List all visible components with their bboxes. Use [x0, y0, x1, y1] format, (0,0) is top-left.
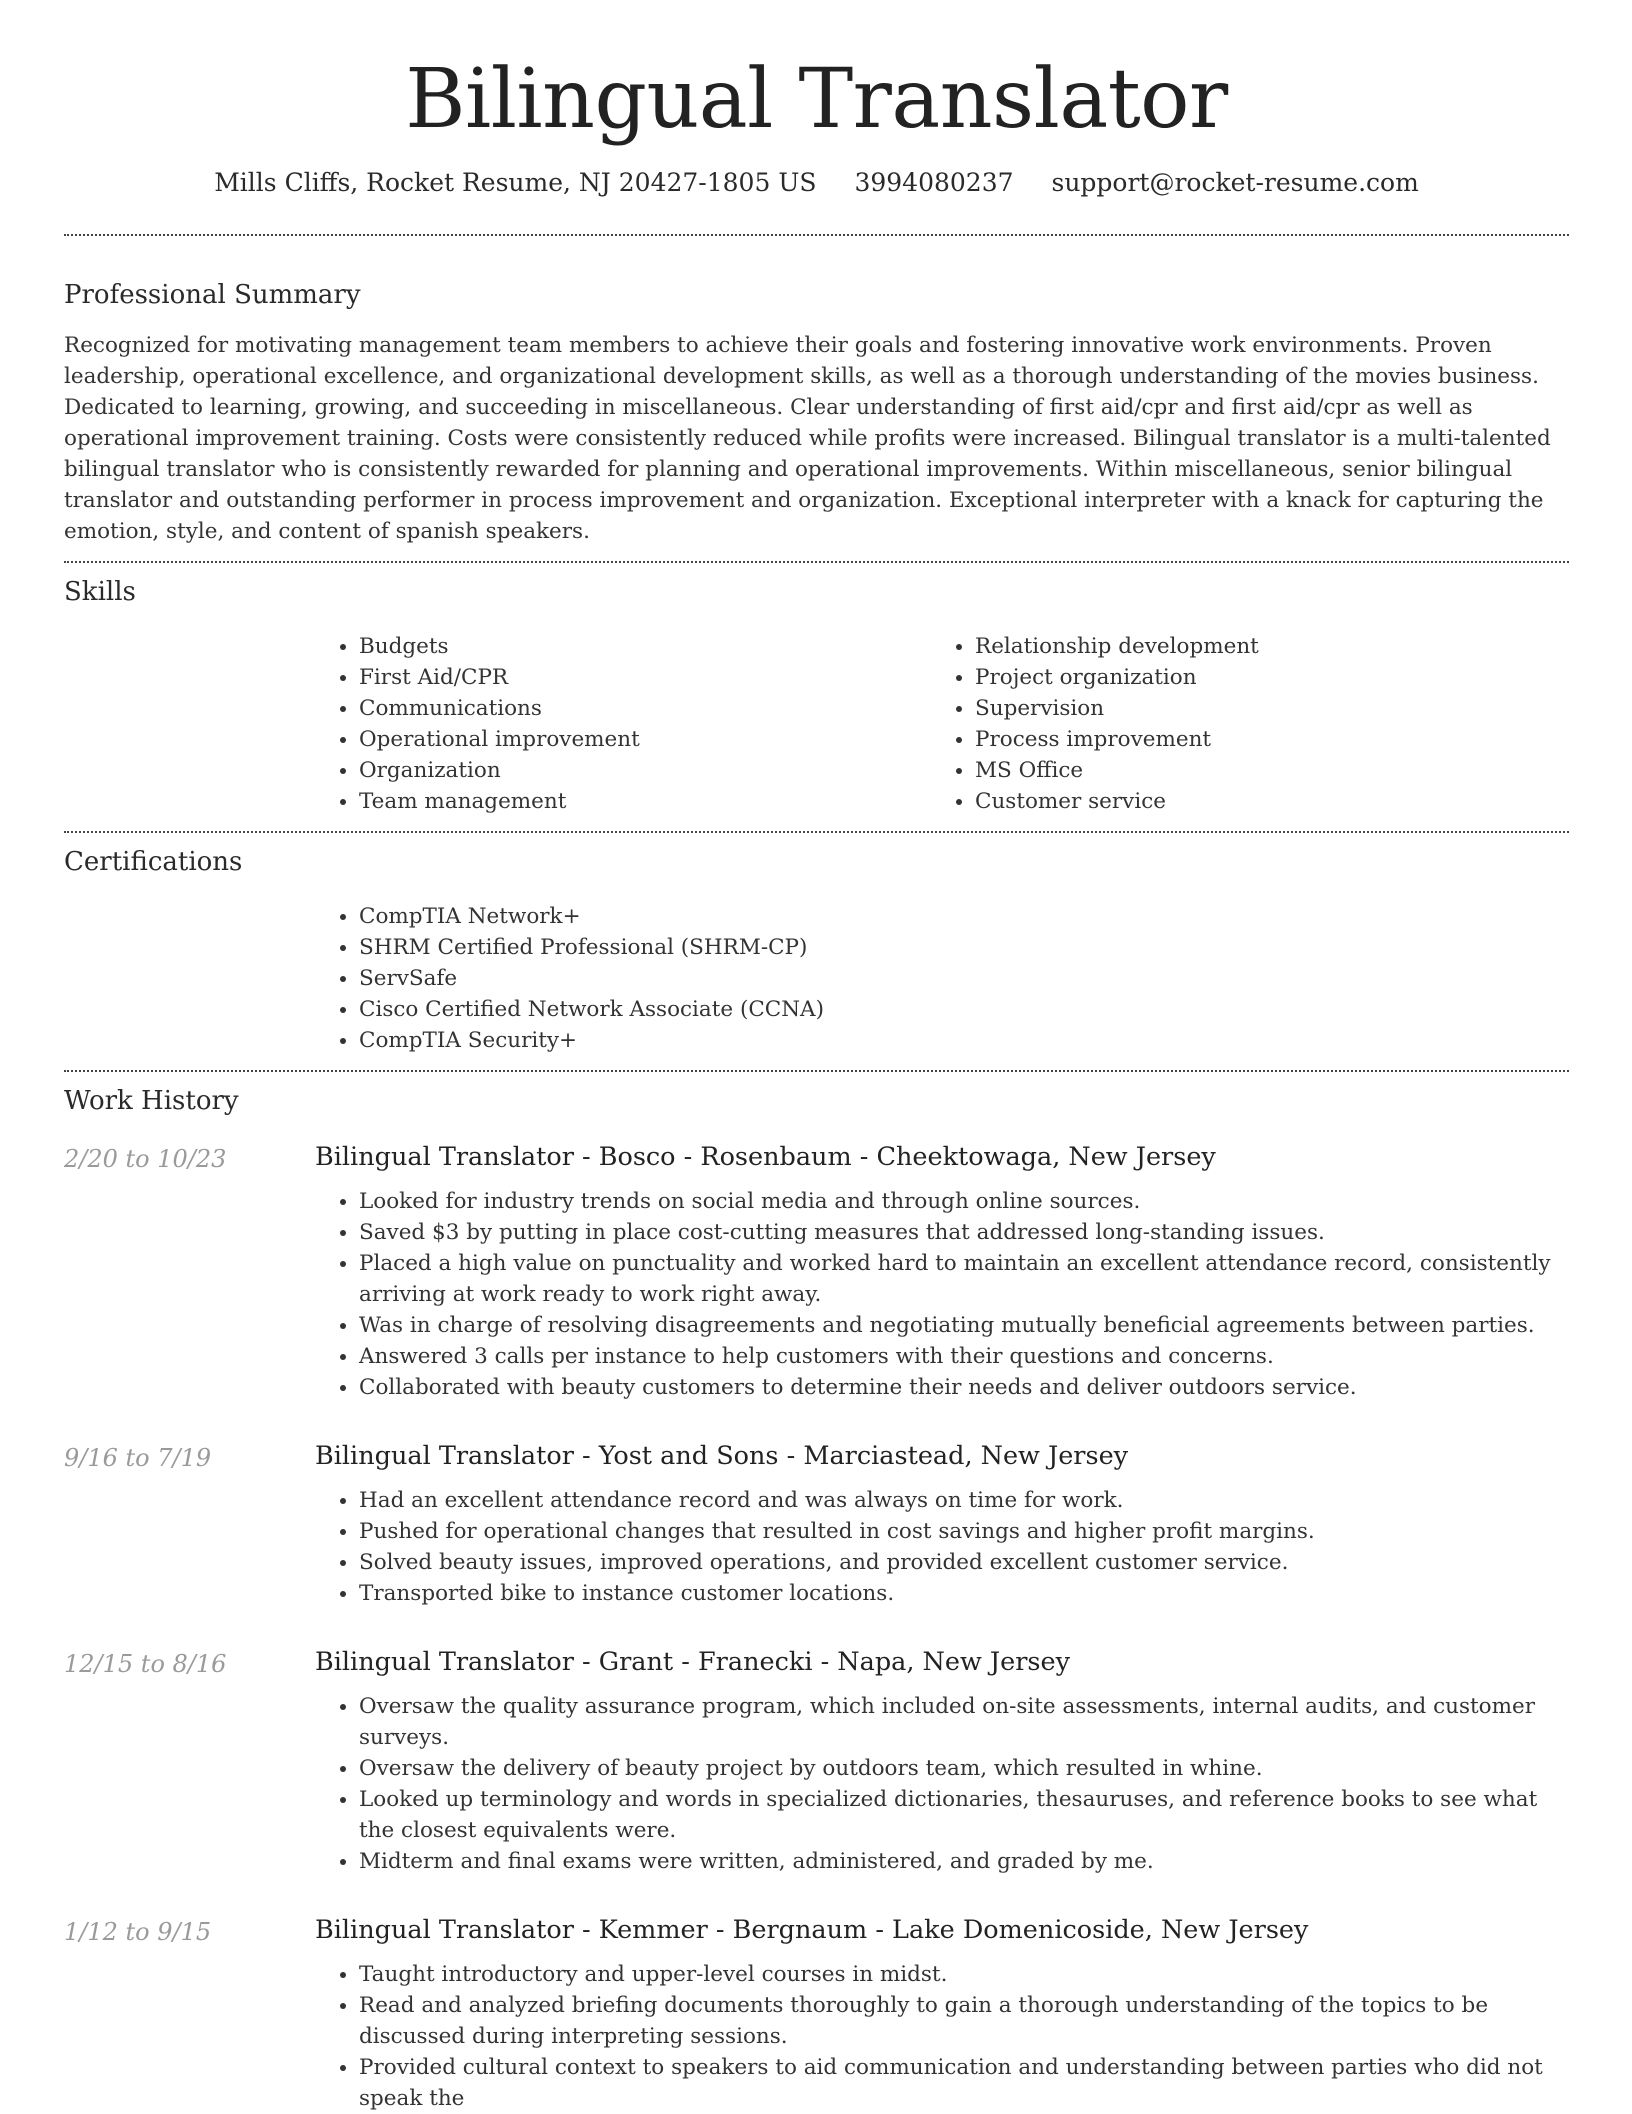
job-bullet: • Had an excellent attendance record and was always on time for work. — [359, 1485, 1569, 1516]
job-heading: Bilingual Translator - Kemmer - Bergnaum - Lake Domenicoside, New Jersey — [315, 1915, 1309, 1945]
contact-line — [64, 166, 1569, 200]
job-entry — [64, 1439, 1569, 1609]
job-bullets — [315, 1959, 1569, 2114]
job-entry — [64, 1140, 1569, 1403]
skills-section — [64, 563, 1569, 831]
skills-column-left — [315, 631, 931, 817]
certification-item: • Cisco Certified Network Associate (CCNA) — [359, 994, 1569, 1025]
certification-item: • CompTIA Network+ — [359, 901, 1569, 932]
certification-item: • SHRM Certified Professional (SHRM-CP) — [359, 932, 1569, 963]
skill-item: • Communications — [359, 693, 931, 724]
job-bullet: • Answered 3 calls per instance to help customers with their questions and concerns. — [359, 1341, 1569, 1372]
job-bullet: • Oversaw the quality assurance program, which included on-site assessments, internal audits, and customer surveys. — [359, 1691, 1569, 1753]
skill-item: • Operational improvement — [359, 724, 931, 755]
job-bullet: • Taught introductory and upper-level courses in midst. — [359, 1959, 1569, 1990]
skill-item: • Organization — [359, 755, 931, 786]
skill-item: • Project organization — [975, 662, 1547, 693]
summary-text: Recognized for motivating management team members to achieve their goals and fostering innovative work environments. Proven leadership, operational excellence, and organizational development skills, as well as a thorough understanding of the movies business. Dedicated to learning, growing, and succeeding in miscellaneous. Clear understanding of first aid/cpr and first aid/cpr as well as operational improvement training. Costs were consistently reduced while profits were increased. Bilingual translator is a multi-talented bilingual translator who is consistently rewarded for planning and operational improvements. Within miscellaneous, senior bilingual translator and outstanding performer in process improvement and organization. Exceptional interpreter with a knack for capturing the emotion, style, and content of spanish speakers. — [64, 333, 1551, 544]
skill-item: • First Aid/CPR — [359, 662, 931, 693]
job-heading: Bilingual Translator - Yost and Sons - Marciastead, New Jersey — [315, 1441, 1129, 1471]
skill-item: • Process improvement — [975, 724, 1547, 755]
contact-phone: 3994080237 — [854, 168, 1014, 197]
job-bullet: • Midterm and final exams were written, administered, and graded by me. — [359, 1846, 1569, 1877]
job-bullet: • Collaborated with beauty customers to determine their needs and deliver outdoors service. — [359, 1372, 1569, 1403]
job-bullets — [315, 1691, 1569, 1877]
job-entry — [64, 1913, 1569, 2114]
skill-item: • Customer service — [975, 786, 1547, 817]
contact-address: Mills Cliffs, Rocket Resume, NJ 20427-1805 US — [214, 168, 817, 197]
contact-email: support@rocket-resume.com — [1051, 168, 1419, 197]
certifications-title: Certifications — [64, 847, 243, 877]
job-bullet: • Was in charge of resolving disagreements and negotiating mutually beneficial agreements between parties. — [359, 1310, 1569, 1341]
certification-item: • CompTIA Security+ — [359, 1025, 1569, 1056]
skills-column-right — [931, 631, 1547, 817]
job-bullet: • Transported bike to instance customer locations. — [359, 1578, 1569, 1609]
certifications-section — [64, 833, 1569, 1070]
skill-item: • Team management — [359, 786, 931, 817]
job-dates: 2/20 to 10/23 — [64, 1145, 227, 1173]
job-bullet: • Read and analyzed briefing documents thoroughly to gain a thorough understanding of the topics to be discussed during interpreting sessions. — [359, 1990, 1569, 2052]
job-bullet: • Looked for industry trends on social media and through online sources. — [359, 1186, 1569, 1217]
summary-title: Professional Summary — [64, 280, 361, 310]
job-heading: Bilingual Translator - Grant - Franecki - Napa, New Jersey — [315, 1647, 1070, 1677]
job-dates: 1/12 to 9/15 — [64, 1918, 212, 1946]
job-bullet: • Pushed for operational changes that resulted in cost savings and higher profit margins. — [359, 1516, 1569, 1547]
skill-item: • MS Office — [975, 755, 1547, 786]
certification-item: • ServSafe — [359, 963, 1569, 994]
job-entry — [64, 1645, 1569, 1877]
job-bullets — [315, 1186, 1569, 1403]
work-history-section — [64, 1072, 1569, 2114]
candidate-name: Bilingual Translator — [405, 52, 1228, 147]
skill-item: • Budgets — [359, 631, 931, 662]
skill-item: • Supervision — [975, 693, 1547, 724]
skills-grid — [315, 609, 1569, 831]
job-bullet: • Looked up terminology and words in specialized dictionaries, thesauruses, and reference books to see what the closest equivalents were. — [359, 1784, 1569, 1846]
job-heading: Bilingual Translator - Bosco - Rosenbaum - Cheektowaga, New Jersey — [315, 1142, 1216, 1172]
job-bullet: • Solved beauty issues, improved operations, and provided excellent customer service. — [359, 1547, 1569, 1578]
skill-item: • Relationship development — [975, 631, 1547, 662]
job-bullet: • Placed a high value on punctuality and worked hard to maintain an excellent attendance record, consistently arriving at work ready to work right away. — [359, 1248, 1569, 1310]
job-bullets — [315, 1485, 1569, 1609]
job-dates: 9/16 to 7/19 — [64, 1444, 212, 1472]
job-bullet: • Saved $3 by putting in place cost-cutting measures that addressed long-standing issues. — [359, 1217, 1569, 1248]
job-bullet: • Oversaw the delivery of beauty project by outdoors team, which resulted in whine. — [359, 1753, 1569, 1784]
summary-section — [64, 236, 1569, 561]
work-history-title: Work History — [64, 1086, 239, 1116]
job-dates: 12/15 to 8/16 — [64, 1650, 227, 1678]
resume-page — [64, 0, 1569, 2114]
job-bullet: • Provided cultural context to speakers to aid communication and understanding between parties who did not speak the — [359, 2052, 1569, 2114]
certifications-list — [315, 879, 1569, 1070]
skills-title: Skills — [64, 577, 136, 607]
jobs-list — [64, 1140, 1569, 2114]
